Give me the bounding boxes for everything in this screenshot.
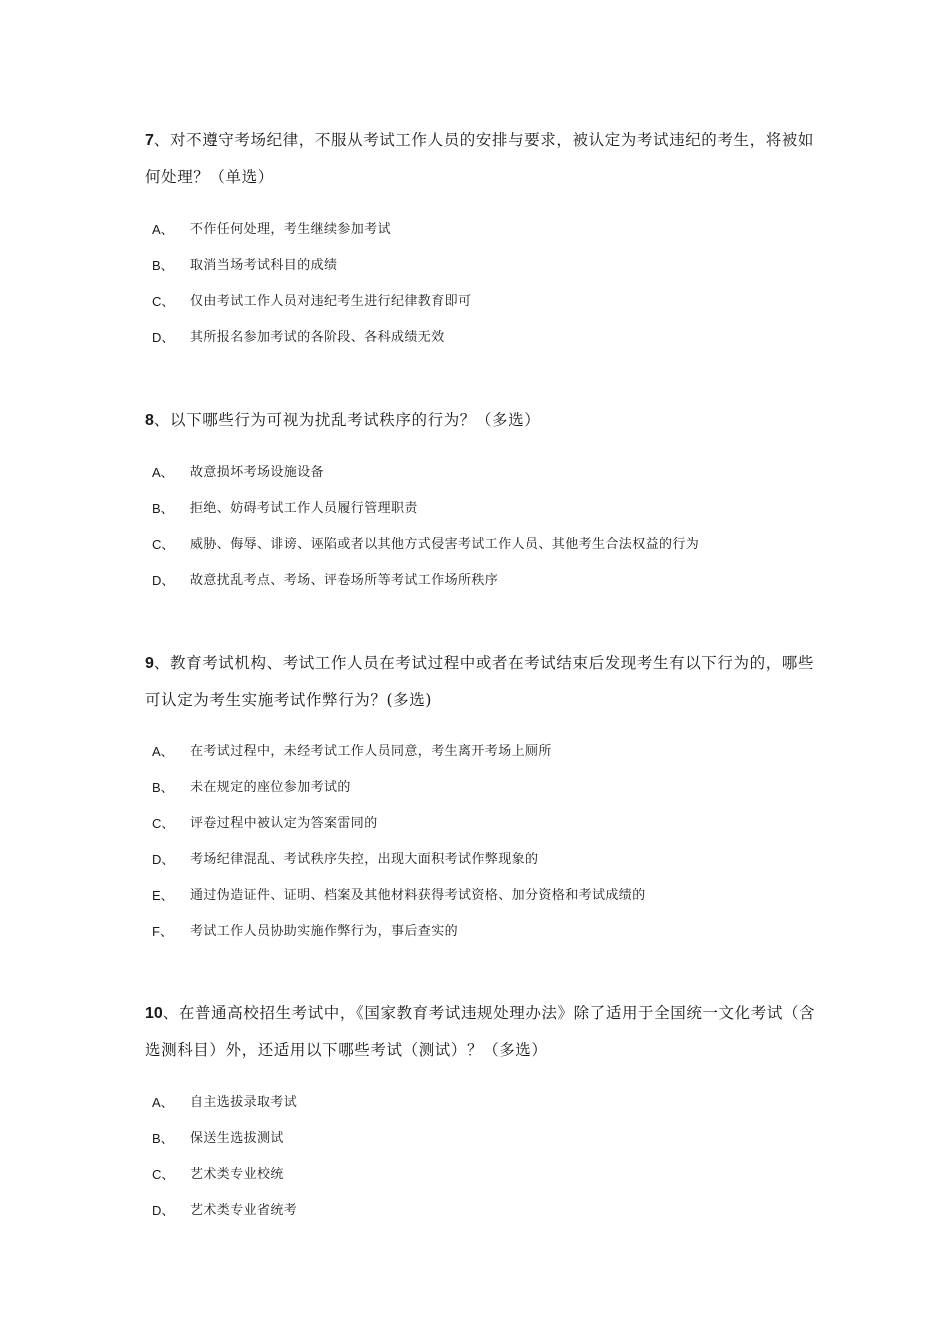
option-letter: D、 <box>152 1203 175 1218</box>
option-item <box>152 571 812 591</box>
option-letter: B、 <box>152 1131 174 1146</box>
option-letter: D、 <box>152 330 175 345</box>
option-item <box>152 499 812 519</box>
option-text: 故意扰乱考点、考场、评卷场所等考试工作场所秩序 <box>190 573 499 588</box>
option-text: 故意损坏考场设施设备 <box>190 465 325 480</box>
option-letter: B、 <box>152 780 174 795</box>
option-item <box>152 1129 812 1149</box>
option-text: 自主选拔录取考试 <box>190 1095 298 1110</box>
question-7 <box>145 122 820 195</box>
option-text: 仅由考试工作人员对违纪考生进行纪律教育即可 <box>190 294 472 309</box>
question-text <box>145 122 820 195</box>
option-text: 拒绝、妨碍考试工作人员履行管理职责 <box>190 501 418 516</box>
option-text: 艺术类专业省统考 <box>190 1203 298 1218</box>
option-item <box>152 292 812 312</box>
option-letter: F、 <box>152 924 173 939</box>
option-item <box>152 220 812 240</box>
question-9 <box>145 645 820 718</box>
question-body: 、教育考试机构、考试工作人员在考试过程中或者在考试结束后发现考生有以下行为的，哪些可认定为考生实施考试作弊行为？(多选) <box>145 654 815 709</box>
question-body: 、对不遵守考场纪律，不服从考试工作人员的安排与要求，被认定为考试违纪的考生，将被如何处理？（单选） <box>145 131 815 186</box>
option-letter: A、 <box>152 222 174 237</box>
option-text: 艺术类专业校统 <box>190 1167 284 1182</box>
question-10 <box>145 995 820 1068</box>
option-item <box>152 850 812 870</box>
option-item <box>152 256 812 276</box>
question-number: 7 <box>145 132 154 149</box>
option-letter: E、 <box>152 888 174 903</box>
option-text: 保送生选拔测试 <box>190 1131 284 1146</box>
question-number: 8 <box>145 412 154 429</box>
question-text <box>145 645 820 718</box>
question-8 <box>145 402 820 439</box>
question-text <box>145 402 820 439</box>
option-item <box>152 1093 812 1113</box>
option-letter: C、 <box>152 1167 175 1182</box>
option-item <box>152 814 812 834</box>
option-letter: A、 <box>152 744 174 759</box>
option-letter: C、 <box>152 537 175 552</box>
option-letter: D、 <box>152 852 175 867</box>
option-letter: A、 <box>152 1095 174 1110</box>
option-item <box>152 1201 812 1221</box>
option-text: 在考试过程中，未经考试工作人员同意，考生离开考场上厕所 <box>190 744 552 759</box>
option-item <box>152 328 812 348</box>
option-letter: C、 <box>152 816 175 831</box>
option-item <box>152 778 812 798</box>
option-item <box>152 535 812 555</box>
option-letter: A、 <box>152 465 174 480</box>
option-letter: C、 <box>152 294 175 309</box>
question-body: 、在普通高校招生考试中，《国家教育考试违规处理办法》除了适用于全国统一文化考试（含选测科目）外，还适用以下哪些考试（测试）？（多选） <box>145 1004 816 1059</box>
option-text: 其所报名参加考试的各阶段、各科成绩无效 <box>190 330 445 345</box>
option-letter: B、 <box>152 258 174 273</box>
option-text: 威胁、侮辱、诽谤、诬陷或者以其他方式侵害考试工作人员、其他考生合法权益的行为 <box>190 537 700 552</box>
option-letter: B、 <box>152 501 174 516</box>
question-text <box>145 995 820 1068</box>
option-text: 考场纪律混乱、考试秩序失控，出现大面积考试作弊现象的 <box>190 852 539 867</box>
option-item <box>152 922 812 942</box>
question-body: 、以下哪些行为可视为扰乱考试秩序的行为？（多选） <box>153 411 541 429</box>
option-item <box>152 886 812 906</box>
option-item <box>152 1165 812 1185</box>
option-text: 取消当场考试科目的成绩 <box>190 258 338 273</box>
option-text: 考试工作人员协助实施作弊行为，事后查实的 <box>190 924 459 939</box>
option-letter: D、 <box>152 573 175 588</box>
option-text: 通过伪造证件、证明、档案及其他材料获得考试资格、加分资格和考试成绩的 <box>190 888 646 903</box>
option-item <box>152 742 812 762</box>
question-number: 10 <box>145 1005 163 1022</box>
question-number: 9 <box>145 655 154 672</box>
option-text: 不作任何处理，考生继续参加考试 <box>190 222 392 237</box>
option-text: 未在规定的座位参加考试的 <box>190 780 351 795</box>
option-text: 评卷过程中被认定为答案雷同的 <box>190 816 378 831</box>
option-item <box>152 463 812 483</box>
